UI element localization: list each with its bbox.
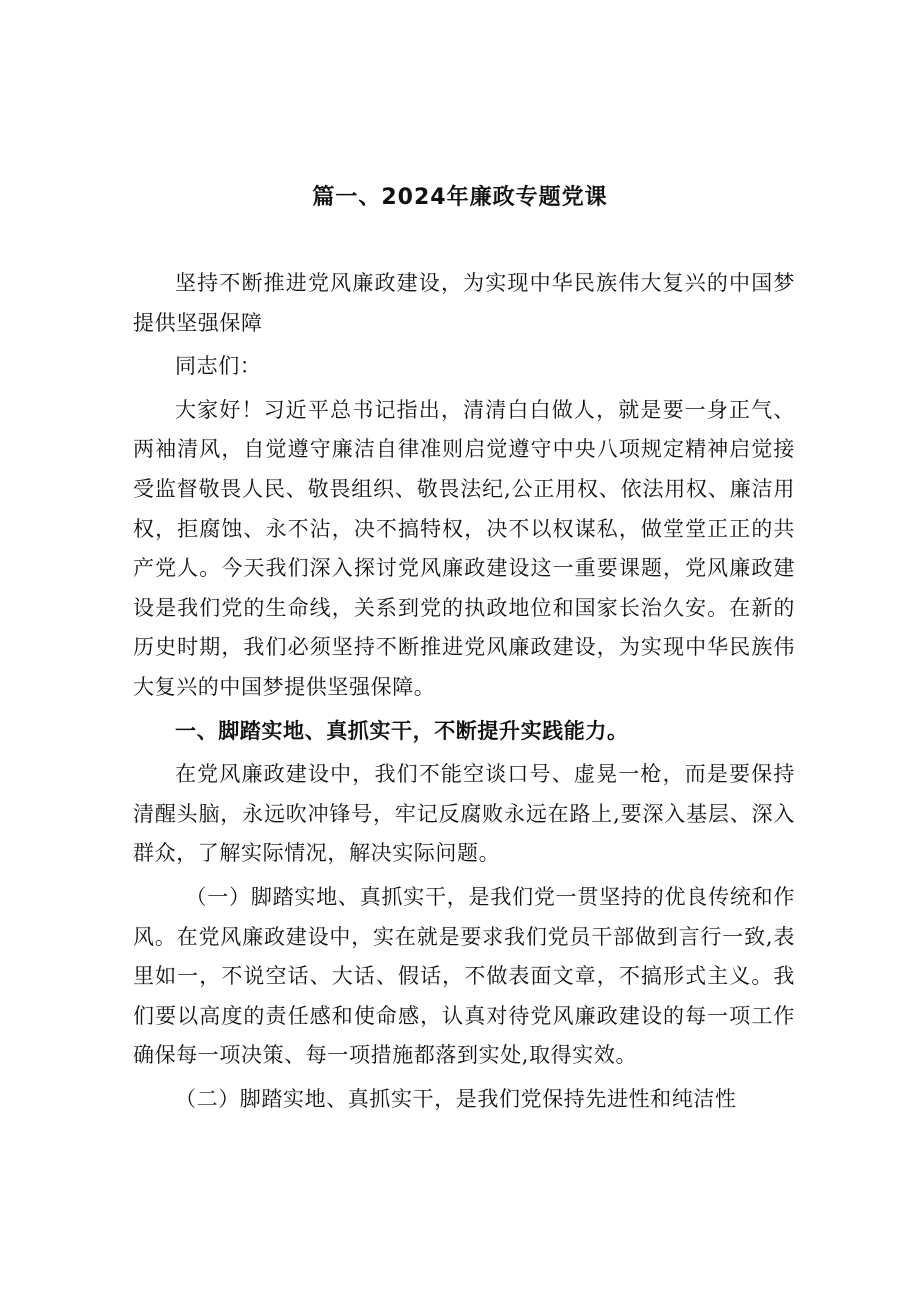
- body-paragraph: 大家好！习近平总书记指出，清清白白做人，就是要一身正气、两袖清风，自觉遵守廉洁自律准则启觉遵守中央八项规定精神启觉接受监督敬畏人民、敬畏组织、敬畏法纪,公正用权、依法用权、廉洁用权，拒腐蚀、永不沾，决不搞特权，决不以权谋私，做堂堂正正的共产党人。今天我们深入探讨党风廉政建设这一重要课题，党风廉政建设是我们党的生命线，关系到党的执政地位和国家长治久安。在新的历史时期，我们必须坚持不断推进党风廉政建设，为实现中华民族伟大复兴的中国梦提供坚强保障。: [133, 397, 795, 699]
- document-body: [133, 264, 795, 1123]
- body-paragraph: （二）脚踏实地、真抓实干，是我们党保持先进性和纯洁性: [175, 1086, 737, 1111]
- body-paragraph: 在党风廉政建设中，我们不能空谈口号、虚晃一枪，而是要保持清醒头脑，永远吹冲锋号，牢记反腐败永远在路上,要深入基层、深入群众，了解实际情况，解决实际问题。: [133, 762, 795, 866]
- section-heading: 一、脚踏实地、真抓实干，不断提升实践能力。: [175, 718, 629, 743]
- subtitle-paragraph: 坚持不断推进党风廉政建设，为实现中华民族伟大复兴的中国梦提供坚强保障: [133, 271, 795, 335]
- body-paragraph: （一）脚踏实地、真抓实干，是我们党一贯坚持的优良传统和作风。在党风廉政建设中，实在就是要求我们党员干部做到言行一致,表里如一，不说空话、大话、假话，不做表面文章，不搞形式主义。我们要以高度的责任感和使命感，认真对待党风廉政建设的每一项工作确保每一项决策、每一项措施都落到实处,取得实效。: [133, 884, 795, 1068]
- salutation: 同志们：: [175, 354, 262, 379]
- page-title: 篇一、2024年廉政专题党课: [312, 185, 608, 210]
